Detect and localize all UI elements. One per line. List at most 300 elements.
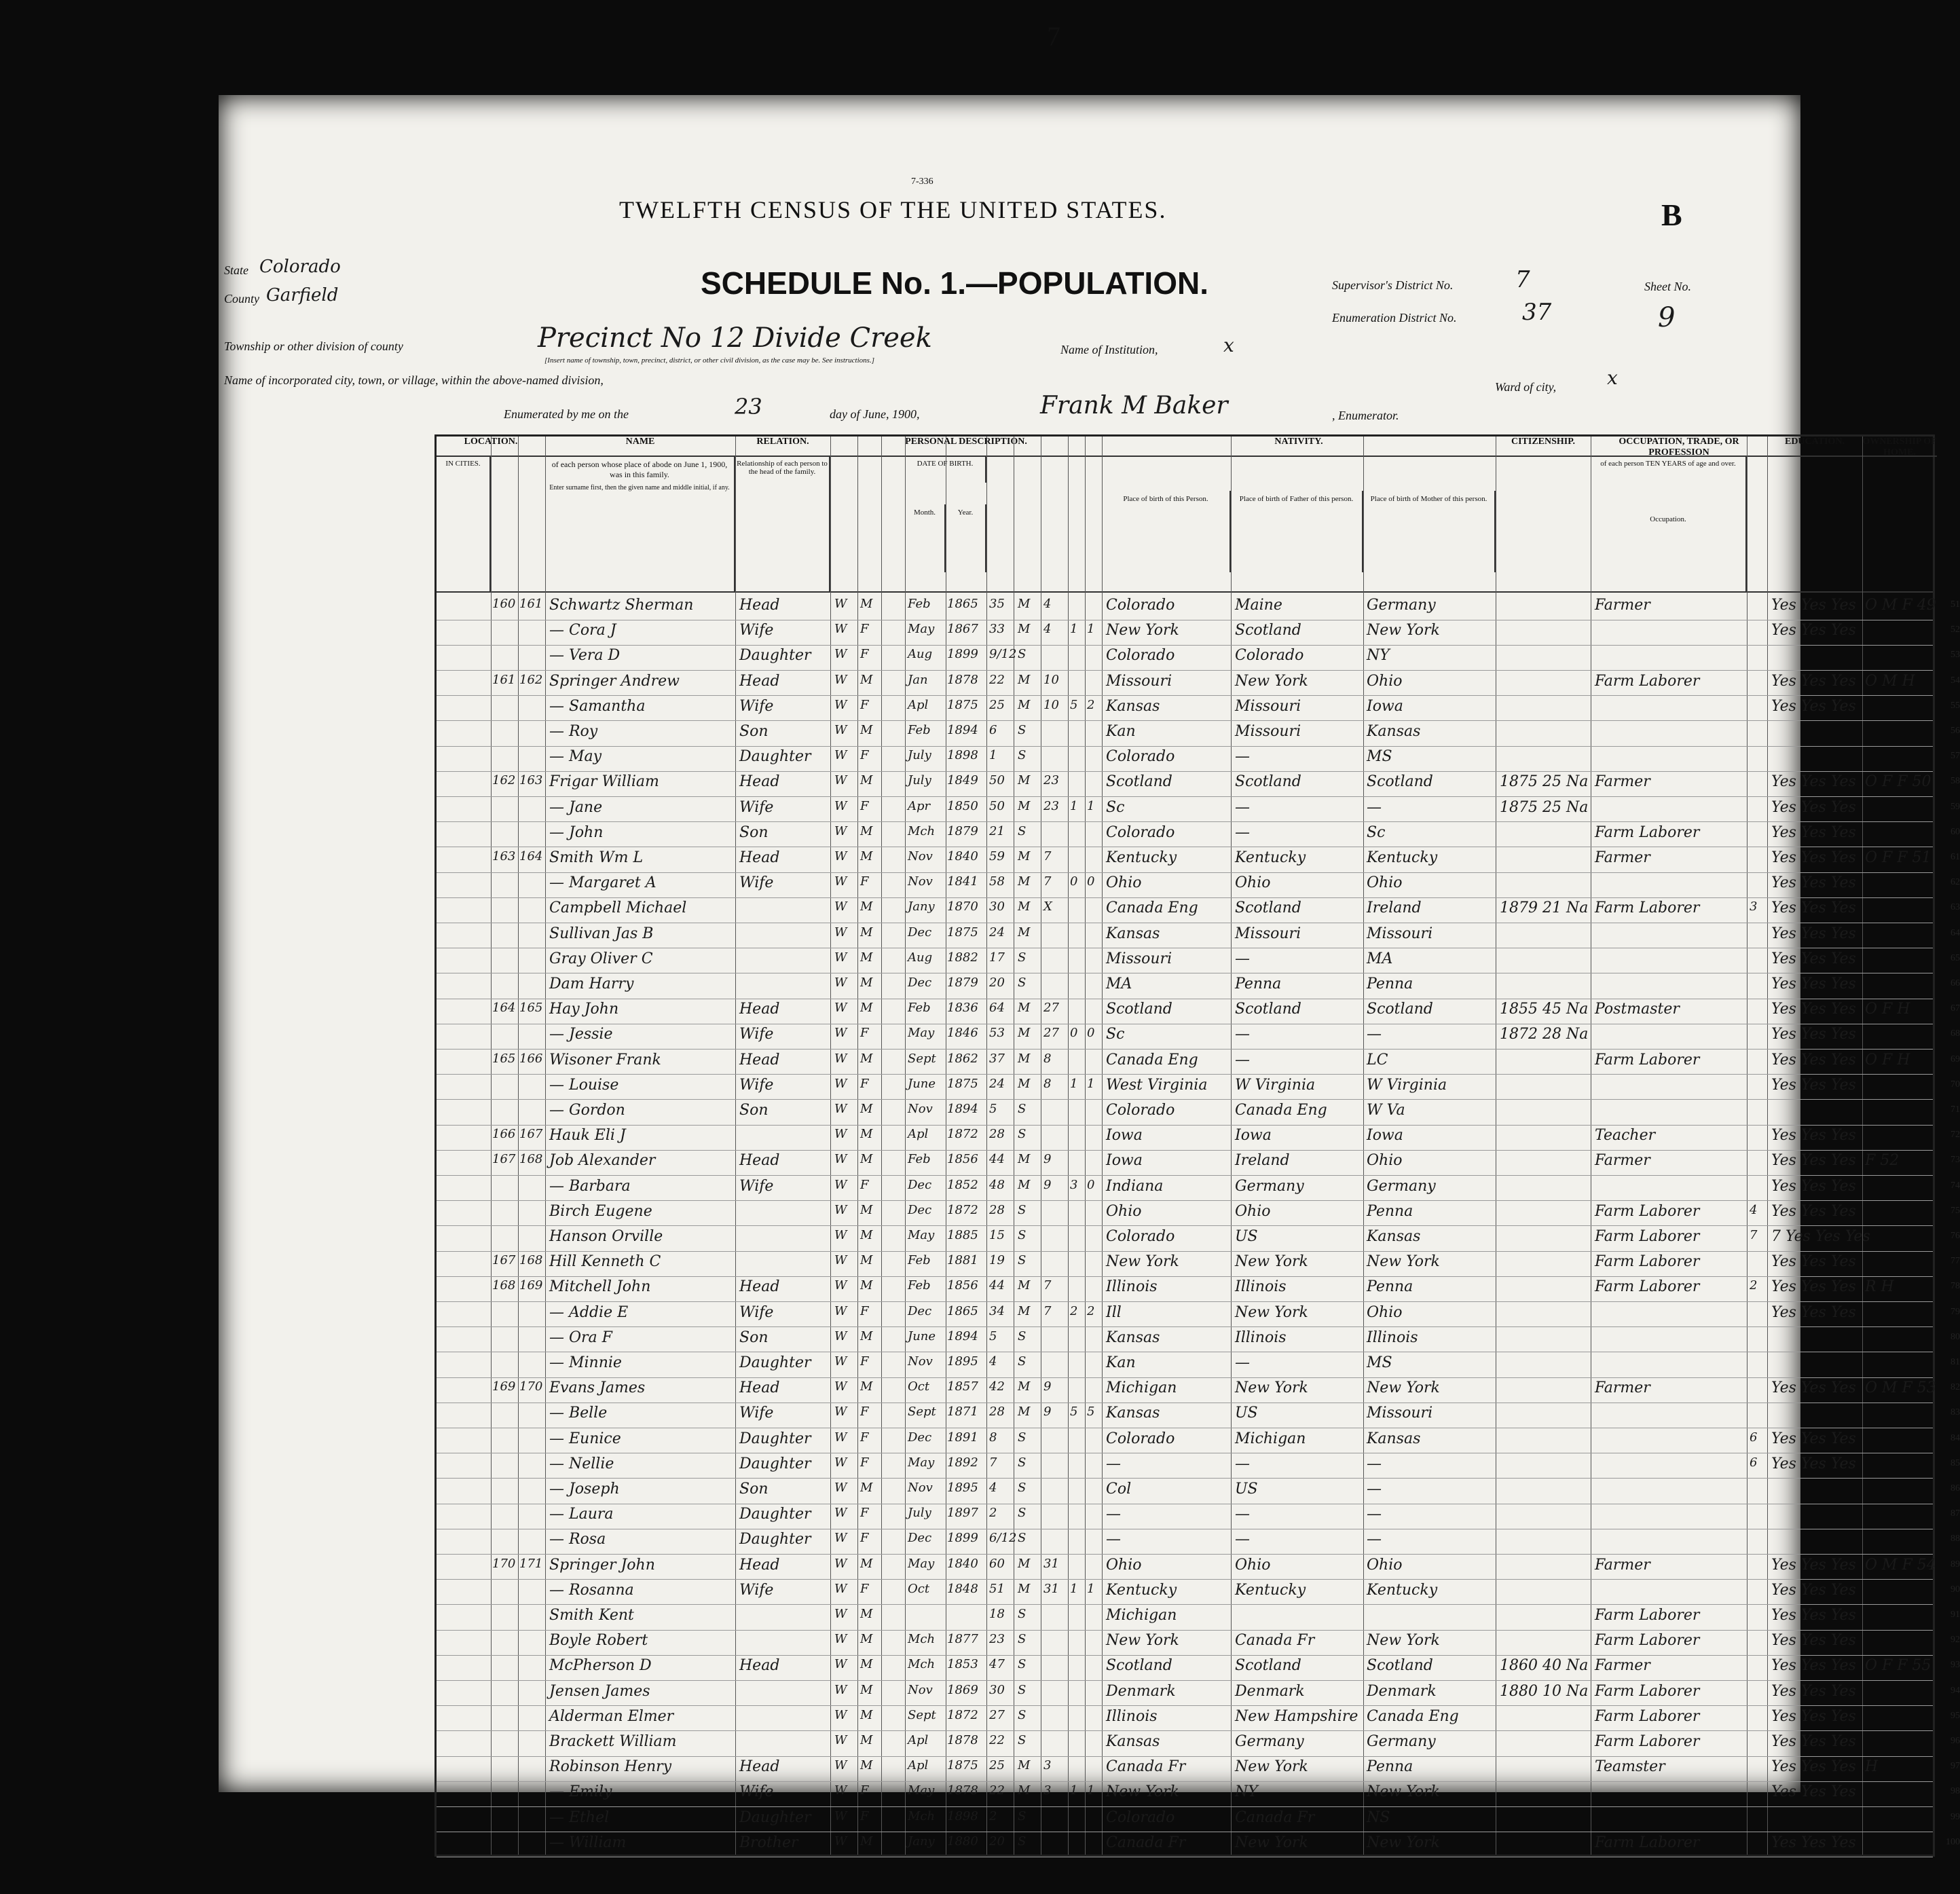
cell-sex: M bbox=[860, 1657, 873, 1672]
cell-bpf: — bbox=[1235, 1354, 1250, 1371]
cell-bpm: — bbox=[1367, 1506, 1382, 1523]
township-label: Township or other division of county bbox=[224, 339, 403, 353]
cell-month: Dec bbox=[908, 1303, 932, 1318]
cell-unemp: 3 bbox=[1750, 899, 1758, 914]
cell-month: Feb bbox=[908, 1001, 931, 1016]
cell-fam: 168 bbox=[519, 1253, 543, 1268]
township-value: Precinct No 12 Divide Creek bbox=[538, 322, 932, 354]
cell-bpm: Penna bbox=[1367, 1758, 1413, 1776]
cell-age: 50 bbox=[989, 773, 1005, 788]
cell-bp: Kan bbox=[1106, 1354, 1136, 1371]
cell-bpf: Canada Fr bbox=[1235, 1632, 1315, 1650]
cell-bpf: Ireland bbox=[1235, 1152, 1290, 1170]
line-number: 76 bbox=[1950, 1231, 1960, 1241]
cell-sex: F bbox=[860, 1581, 869, 1596]
table-row bbox=[437, 594, 1960, 620]
cell-own: F 52 bbox=[1865, 1152, 1900, 1170]
cell-rel: Son bbox=[739, 723, 769, 740]
census-sheet bbox=[219, 21, 1960, 1851]
cell-name: Dam Harry bbox=[549, 976, 634, 992]
cell-fam: 168 bbox=[519, 1152, 543, 1167]
cell-mar: S bbox=[1018, 1228, 1027, 1242]
group-ownership: OWNERSHIP OF HOME. bbox=[1862, 437, 1937, 458]
cell-bpf: Colorado bbox=[1235, 647, 1304, 665]
table-row bbox=[437, 1377, 1960, 1403]
table-row bbox=[437, 670, 1960, 697]
cell-year: 1849 bbox=[947, 773, 978, 788]
form-code: 7-336 bbox=[911, 177, 933, 187]
cell-yrs: 27 bbox=[1043, 1026, 1059, 1041]
cell-occ: Farm Laborer bbox=[1595, 1682, 1700, 1700]
line-number: 56 bbox=[1950, 726, 1960, 736]
county-value: Garfield bbox=[266, 285, 339, 305]
cell-mar: S bbox=[1018, 950, 1027, 965]
cell-name: — Nellie bbox=[549, 1455, 614, 1472]
cell-bp: Canada Eng bbox=[1106, 1051, 1198, 1069]
census-title: TWELFTH CENSUS OF THE UNITED STATES. bbox=[619, 196, 1167, 223]
cell-bp: Iowa bbox=[1106, 1127, 1143, 1145]
cell-bpm: Iowa bbox=[1367, 1127, 1403, 1145]
cell-race: W bbox=[834, 823, 847, 838]
cell-race: W bbox=[834, 723, 847, 737]
cell-age: 37 bbox=[989, 1051, 1005, 1066]
cell-bpm: Scotland bbox=[1367, 1657, 1433, 1675]
cell-ch2: 1 bbox=[1087, 622, 1095, 637]
sheet-value: 9 bbox=[1658, 302, 1676, 333]
cell-race: W bbox=[834, 874, 847, 889]
cell-race: W bbox=[834, 647, 847, 662]
cell-unemp: 7 bbox=[1750, 1228, 1758, 1242]
cell-dw: 161 bbox=[492, 672, 516, 687]
cell-bp: Colorado bbox=[1106, 597, 1175, 614]
cell-name: Hill Kenneth C bbox=[549, 1253, 661, 1271]
cell-fam: 170 bbox=[519, 1379, 543, 1394]
cell-occ: Farm Laborer bbox=[1595, 1202, 1700, 1220]
cell-year: 1875 bbox=[947, 925, 978, 940]
line-number: 63 bbox=[1950, 902, 1960, 913]
cell-name: Boyle Robert bbox=[549, 1632, 648, 1650]
cell-name: — Samantha bbox=[549, 697, 646, 715]
cell-bp: Colorado bbox=[1106, 1228, 1175, 1245]
cell-bpf: Scotland bbox=[1235, 899, 1301, 917]
cell-ed: Yes Yes Yes bbox=[1771, 1430, 1856, 1447]
cell-race: W bbox=[834, 672, 847, 687]
cell-mar: S bbox=[1018, 1808, 1027, 1823]
cell-race: W bbox=[834, 899, 847, 914]
cell-mar: S bbox=[1018, 1834, 1027, 1849]
birthplace-mother-header: Place of birth of Mother of this person. bbox=[1363, 491, 1496, 572]
cell-bpm: New York bbox=[1367, 1379, 1440, 1397]
line-number: 80 bbox=[1950, 1331, 1960, 1342]
table-row bbox=[437, 1806, 1960, 1833]
cell-bp: Denmark bbox=[1106, 1682, 1176, 1700]
cell-month: Apl bbox=[908, 1733, 929, 1747]
cell-race: W bbox=[834, 773, 847, 788]
cell-year: 1848 bbox=[947, 1581, 978, 1596]
cell-ch1: 1 bbox=[1070, 1076, 1078, 1091]
cell-bpf: Ohio bbox=[1235, 874, 1271, 892]
cell-sex: M bbox=[860, 1758, 873, 1773]
cell-race: W bbox=[834, 1531, 847, 1546]
cell-bpm: NY bbox=[1367, 647, 1390, 665]
cell-occ: Teacher bbox=[1595, 1127, 1656, 1145]
cell-bp: New York bbox=[1106, 622, 1179, 639]
line-number: 88 bbox=[1950, 1534, 1960, 1544]
cell-bpm: W Virginia bbox=[1367, 1076, 1447, 1094]
cell-race: W bbox=[834, 622, 847, 637]
cell-year: 1856 bbox=[947, 1152, 978, 1167]
cell-bp: — bbox=[1106, 1506, 1121, 1523]
name-header bbox=[545, 456, 735, 591]
cell-age: 5 bbox=[989, 1102, 997, 1116]
cell-month: Dec bbox=[908, 1177, 932, 1192]
cell-unemp: 4 bbox=[1750, 1202, 1758, 1217]
line-number: 94 bbox=[1950, 1685, 1960, 1696]
cell-year: 1862 bbox=[947, 1051, 978, 1066]
cell-occ: Farm Laborer bbox=[1595, 1253, 1700, 1271]
cell-race: W bbox=[834, 1102, 847, 1116]
cell-month: Feb bbox=[908, 1253, 931, 1268]
cell-fam: 165 bbox=[519, 1001, 543, 1016]
line-number: 72 bbox=[1950, 1130, 1960, 1140]
cell-year: 1899 bbox=[947, 1531, 978, 1546]
cell-name: — Laura bbox=[549, 1506, 614, 1523]
cell-month: Nov bbox=[908, 1102, 933, 1116]
cell-sex: F bbox=[860, 1354, 869, 1369]
cell-mar: S bbox=[1018, 1607, 1027, 1621]
cell-imm: 1880 10 Na bbox=[1500, 1682, 1589, 1700]
cell-race: W bbox=[834, 1329, 847, 1343]
top-mark: 7 bbox=[1047, 21, 1060, 52]
cell-bpm: Denmark bbox=[1367, 1682, 1437, 1700]
cell-month: May bbox=[908, 1228, 935, 1242]
line-number: 85 bbox=[1950, 1457, 1960, 1468]
cell-occ: Farm Laborer bbox=[1595, 1733, 1700, 1750]
cell-mar: M bbox=[1018, 849, 1031, 864]
cell-bpf: Illinois bbox=[1235, 1329, 1287, 1346]
cell-age: 6/12 bbox=[989, 1531, 1017, 1546]
cell-bpm: Iowa bbox=[1367, 697, 1403, 715]
cell-sex: F bbox=[860, 647, 869, 662]
cell-sex: M bbox=[860, 1733, 873, 1747]
cell-mar: S bbox=[1018, 723, 1027, 737]
cell-name: — Louise bbox=[549, 1076, 619, 1094]
cell-mar: S bbox=[1018, 823, 1027, 838]
cell-year: 1850 bbox=[947, 798, 978, 813]
cell-bp: Kansas bbox=[1106, 1733, 1160, 1750]
cell-ch1: 5 bbox=[1070, 1405, 1078, 1419]
township-note: [Insert name of township, town, precinct, district, or other civil division, as the case may be. See instructions.] bbox=[544, 356, 874, 365]
cell-name: Hay John bbox=[549, 1001, 619, 1018]
table-row bbox=[437, 720, 1960, 747]
cell-race: W bbox=[834, 925, 847, 940]
cell-yrs: 31 bbox=[1043, 1581, 1059, 1596]
cell-year: 1865 bbox=[947, 597, 978, 611]
cell-name: — Addie E bbox=[549, 1303, 629, 1321]
cell-yrs: 3 bbox=[1043, 1758, 1052, 1773]
cell-sex: M bbox=[860, 1329, 873, 1343]
cell-age: 30 bbox=[989, 1682, 1005, 1697]
cell-occ: Farmer bbox=[1595, 773, 1650, 791]
cell-bpf: Missouri bbox=[1235, 925, 1301, 942]
cell-mar: M bbox=[1018, 1405, 1031, 1419]
cell-mar: S bbox=[1018, 1682, 1027, 1697]
cell-bpf: New York bbox=[1235, 1758, 1308, 1776]
cell-bpf: Scotland bbox=[1235, 1657, 1301, 1675]
cell-race: W bbox=[834, 1707, 847, 1722]
cell-rel: Head bbox=[739, 1001, 780, 1018]
cell-year: 1899 bbox=[947, 647, 978, 662]
cell-ed: Yes Yes Yes bbox=[1771, 1127, 1856, 1145]
cell-occ: Farmer bbox=[1595, 1379, 1650, 1397]
cell-mar: M bbox=[1018, 1177, 1031, 1192]
line-number: 68 bbox=[1950, 1028, 1960, 1039]
cell-month: July bbox=[908, 748, 931, 763]
cell-bpm: — bbox=[1367, 1481, 1382, 1498]
cell-bpm: Germany bbox=[1367, 1733, 1436, 1750]
line-number: 99 bbox=[1950, 1811, 1960, 1822]
cell-bp: Illinois bbox=[1106, 1278, 1158, 1296]
cell-bp: Kentucky bbox=[1106, 1581, 1177, 1599]
cell-sex: M bbox=[860, 1001, 873, 1016]
cell-name: — Jane bbox=[549, 798, 603, 816]
name-desc: of each person whose place of abode on June 1, 1900, was in this family. bbox=[551, 460, 728, 479]
cell-ed: Yes Yes Yes bbox=[1771, 899, 1856, 917]
cell-race: W bbox=[834, 1481, 847, 1495]
cell-bpm: MS bbox=[1367, 748, 1392, 766]
table-row bbox=[437, 1200, 1960, 1227]
cell-age: 22 bbox=[989, 1783, 1005, 1798]
cell-year: 1840 bbox=[947, 1556, 978, 1571]
cell-bp: Missouri bbox=[1106, 950, 1172, 967]
cell-year: 1891 bbox=[947, 1430, 978, 1445]
cell-bp: Kansas bbox=[1106, 697, 1160, 715]
cell-mar: S bbox=[1018, 1127, 1027, 1142]
cell-name: Evans James bbox=[549, 1379, 646, 1397]
cell-name: — Ora F bbox=[549, 1329, 612, 1346]
line-number: 57 bbox=[1950, 751, 1960, 762]
cell-bpm: — bbox=[1367, 798, 1382, 816]
cell-month: Mch bbox=[908, 1657, 936, 1672]
cell-fam: 169 bbox=[519, 1278, 543, 1293]
occupation-label: Occupation. bbox=[1650, 515, 1686, 523]
cell-month: Mch bbox=[908, 1808, 936, 1823]
cell-age: 50 bbox=[989, 798, 1005, 813]
cell-age: 44 bbox=[989, 1152, 1005, 1167]
cell-month: Dec bbox=[908, 976, 932, 990]
cell-bpm: Ohio bbox=[1367, 1303, 1403, 1321]
cell-ed: Yes Yes Yes bbox=[1771, 1051, 1856, 1069]
cell-imm: 1879 21 Na bbox=[1500, 899, 1589, 917]
cell-bpf: Illinois bbox=[1235, 1278, 1287, 1296]
cell-name: Gray Oliver C bbox=[549, 950, 653, 967]
table-row bbox=[437, 1175, 1960, 1202]
cell-bpf: New York bbox=[1235, 1834, 1308, 1851]
table-row bbox=[437, 1832, 1960, 1858]
cell-bpf: Scotland bbox=[1235, 622, 1301, 639]
table-row bbox=[437, 1074, 1960, 1100]
cell-sex: M bbox=[860, 1607, 873, 1621]
cell-bpm: Missouri bbox=[1367, 1405, 1433, 1422]
cell-bpm: Ohio bbox=[1367, 1556, 1403, 1574]
table-row bbox=[437, 1528, 1960, 1555]
cell-mar: S bbox=[1018, 1202, 1027, 1217]
cell-name: — Ethel bbox=[549, 1808, 610, 1826]
table-row bbox=[437, 998, 1960, 1024]
cell-month: Sept bbox=[908, 1707, 936, 1722]
cell-sex: F bbox=[860, 1303, 869, 1318]
line-number: 54 bbox=[1950, 675, 1960, 686]
cell-year: 1869 bbox=[947, 1682, 978, 1697]
cell-yrs: 7 bbox=[1043, 874, 1052, 889]
cell-age: 6 bbox=[989, 723, 997, 737]
cell-ed: Yes Yes Yes bbox=[1771, 1455, 1856, 1472]
cell-year: 1878 bbox=[947, 672, 978, 687]
cell-bp: MA bbox=[1106, 976, 1132, 992]
cell-race: W bbox=[834, 1632, 847, 1647]
cell-yrs: X bbox=[1043, 899, 1052, 914]
cell-bpf: Scotland bbox=[1235, 773, 1301, 791]
cell-month: Feb bbox=[908, 1278, 931, 1293]
cell-race: W bbox=[834, 1682, 847, 1697]
cell-yrs: 8 bbox=[1043, 1076, 1052, 1091]
cell-age: 8 bbox=[989, 1430, 997, 1445]
cell-month: Dec bbox=[908, 925, 932, 940]
cell-bpf: Ohio bbox=[1235, 1556, 1271, 1574]
cell-sex: F bbox=[860, 1531, 869, 1546]
cell-mar: S bbox=[1018, 1733, 1027, 1747]
cell-own: O M H bbox=[1865, 672, 1915, 690]
cell-month: Nov bbox=[908, 1354, 933, 1369]
cell-dw: 169 bbox=[492, 1379, 516, 1394]
cell-bpf: Missouri bbox=[1235, 723, 1301, 740]
cell-name: Schwartz Sherman bbox=[549, 597, 694, 614]
cell-bpf: — bbox=[1235, 1051, 1250, 1069]
cell-name: Frigar William bbox=[549, 773, 659, 791]
cell-fam: 162 bbox=[519, 672, 543, 687]
cell-sex: M bbox=[860, 723, 873, 737]
cell-year: 1898 bbox=[947, 1808, 978, 1823]
cell-race: W bbox=[834, 1758, 847, 1773]
cell-bpf: US bbox=[1235, 1481, 1258, 1498]
enum-day: 23 bbox=[735, 394, 762, 420]
cell-month: July bbox=[908, 1506, 931, 1521]
cell-sex: F bbox=[860, 1430, 869, 1445]
cell-month: Apl bbox=[908, 1127, 929, 1142]
cell-age: 30 bbox=[989, 899, 1005, 914]
line-number: 62 bbox=[1950, 877, 1960, 888]
in-cities-header: IN CITIES. bbox=[437, 456, 491, 591]
cell-mar: S bbox=[1018, 748, 1027, 763]
cell-race: W bbox=[834, 1177, 847, 1192]
cell-bp: Kansas bbox=[1106, 925, 1160, 942]
cell-sex: M bbox=[860, 976, 873, 990]
cell-own: O M F 49 bbox=[1865, 597, 1936, 614]
cell-mar: M bbox=[1018, 1783, 1031, 1798]
cell-bp: Colorado bbox=[1106, 1102, 1175, 1119]
cell-sex: F bbox=[860, 1026, 869, 1041]
table-row bbox=[437, 1680, 1960, 1707]
cell-race: W bbox=[834, 1733, 847, 1747]
name-note: Enter surname first, then the given name and middle initial, if any. bbox=[549, 484, 730, 491]
cell-mar: S bbox=[1018, 1657, 1027, 1672]
cell-mar: M bbox=[1018, 622, 1031, 637]
cell-name: — Emily bbox=[549, 1783, 612, 1801]
cell-age: 25 bbox=[989, 1758, 1005, 1773]
cell-bpm: Kansas bbox=[1367, 1430, 1421, 1447]
cell-ch2: 1 bbox=[1087, 1076, 1095, 1091]
cell-race: W bbox=[834, 950, 847, 965]
cell-bpf: New Hampshire bbox=[1235, 1707, 1358, 1725]
cell-bp: Indiana bbox=[1106, 1177, 1164, 1195]
cell-rel: Head bbox=[739, 1379, 780, 1397]
cell-mar: M bbox=[1018, 1379, 1031, 1394]
table-body bbox=[437, 594, 1960, 1855]
cell-ch1: 1 bbox=[1070, 798, 1078, 813]
ward-label: Ward of city, bbox=[1495, 380, 1557, 394]
cell-rel: Daughter bbox=[739, 1531, 811, 1548]
enum-district-value: 37 bbox=[1522, 299, 1552, 326]
table-row bbox=[437, 1453, 1960, 1479]
cell-month: Jan bbox=[908, 672, 928, 687]
cell-year: 1875 bbox=[947, 1076, 978, 1091]
cell-month: Sept bbox=[908, 1405, 936, 1419]
cell-bpf: Ohio bbox=[1235, 1202, 1271, 1220]
cell-ed: Yes Yes Yes bbox=[1771, 773, 1856, 791]
cell-age: 64 bbox=[989, 1001, 1005, 1016]
cell-rel: Daughter bbox=[739, 748, 811, 766]
cell-mar: M bbox=[1018, 874, 1031, 889]
cell-month: June bbox=[908, 1329, 936, 1343]
cell-bp: West Virginia bbox=[1106, 1076, 1208, 1094]
cell-bpm: New York bbox=[1367, 1783, 1440, 1801]
cell-ed: Yes Yes Yes bbox=[1771, 1556, 1856, 1574]
cell-sex: M bbox=[860, 1102, 873, 1116]
cell-year: 1841 bbox=[947, 874, 978, 889]
cell-ed: Yes Yes Yes bbox=[1771, 1001, 1856, 1018]
cell-bp: Kentucky bbox=[1106, 849, 1177, 866]
line-number: 61 bbox=[1950, 852, 1960, 862]
cell-ed: Yes Yes Yes bbox=[1771, 1076, 1856, 1094]
cell-sex: F bbox=[860, 798, 869, 813]
cell-dw: 167 bbox=[492, 1253, 516, 1268]
cell-sex: M bbox=[860, 1152, 873, 1167]
cell-month: Dec bbox=[908, 1531, 932, 1546]
cell-year: 1882 bbox=[947, 950, 978, 965]
cell-own: O F F 50 bbox=[1865, 773, 1931, 791]
cell-year: 1895 bbox=[947, 1481, 978, 1495]
cell-month: Feb bbox=[908, 597, 931, 611]
cell-bpm: New York bbox=[1367, 1632, 1440, 1650]
cell-year: 1880 bbox=[947, 1834, 978, 1849]
cell-mar: M bbox=[1018, 597, 1031, 611]
enumerator-label: , Enumerator. bbox=[1332, 409, 1399, 422]
cell-bpm: Ireland bbox=[1367, 899, 1422, 917]
year-header: Year. bbox=[946, 504, 986, 572]
line-number: 58 bbox=[1950, 776, 1960, 787]
cell-ch2: 2 bbox=[1087, 1303, 1095, 1318]
cell-bpm: Penna bbox=[1367, 976, 1413, 992]
cell-bpm: Sc bbox=[1367, 823, 1386, 841]
cell-occ: Farm Laborer bbox=[1595, 1051, 1700, 1069]
cell-bp: Canada Fr bbox=[1106, 1758, 1186, 1776]
cell-mar: M bbox=[1018, 1556, 1031, 1571]
cell-rel: Son bbox=[739, 1481, 769, 1498]
cell-mar: S bbox=[1018, 1481, 1027, 1495]
table-row bbox=[437, 1730, 1960, 1757]
cell-ch2: 0 bbox=[1087, 874, 1095, 889]
cell-name: Alderman Elmer bbox=[549, 1707, 674, 1725]
